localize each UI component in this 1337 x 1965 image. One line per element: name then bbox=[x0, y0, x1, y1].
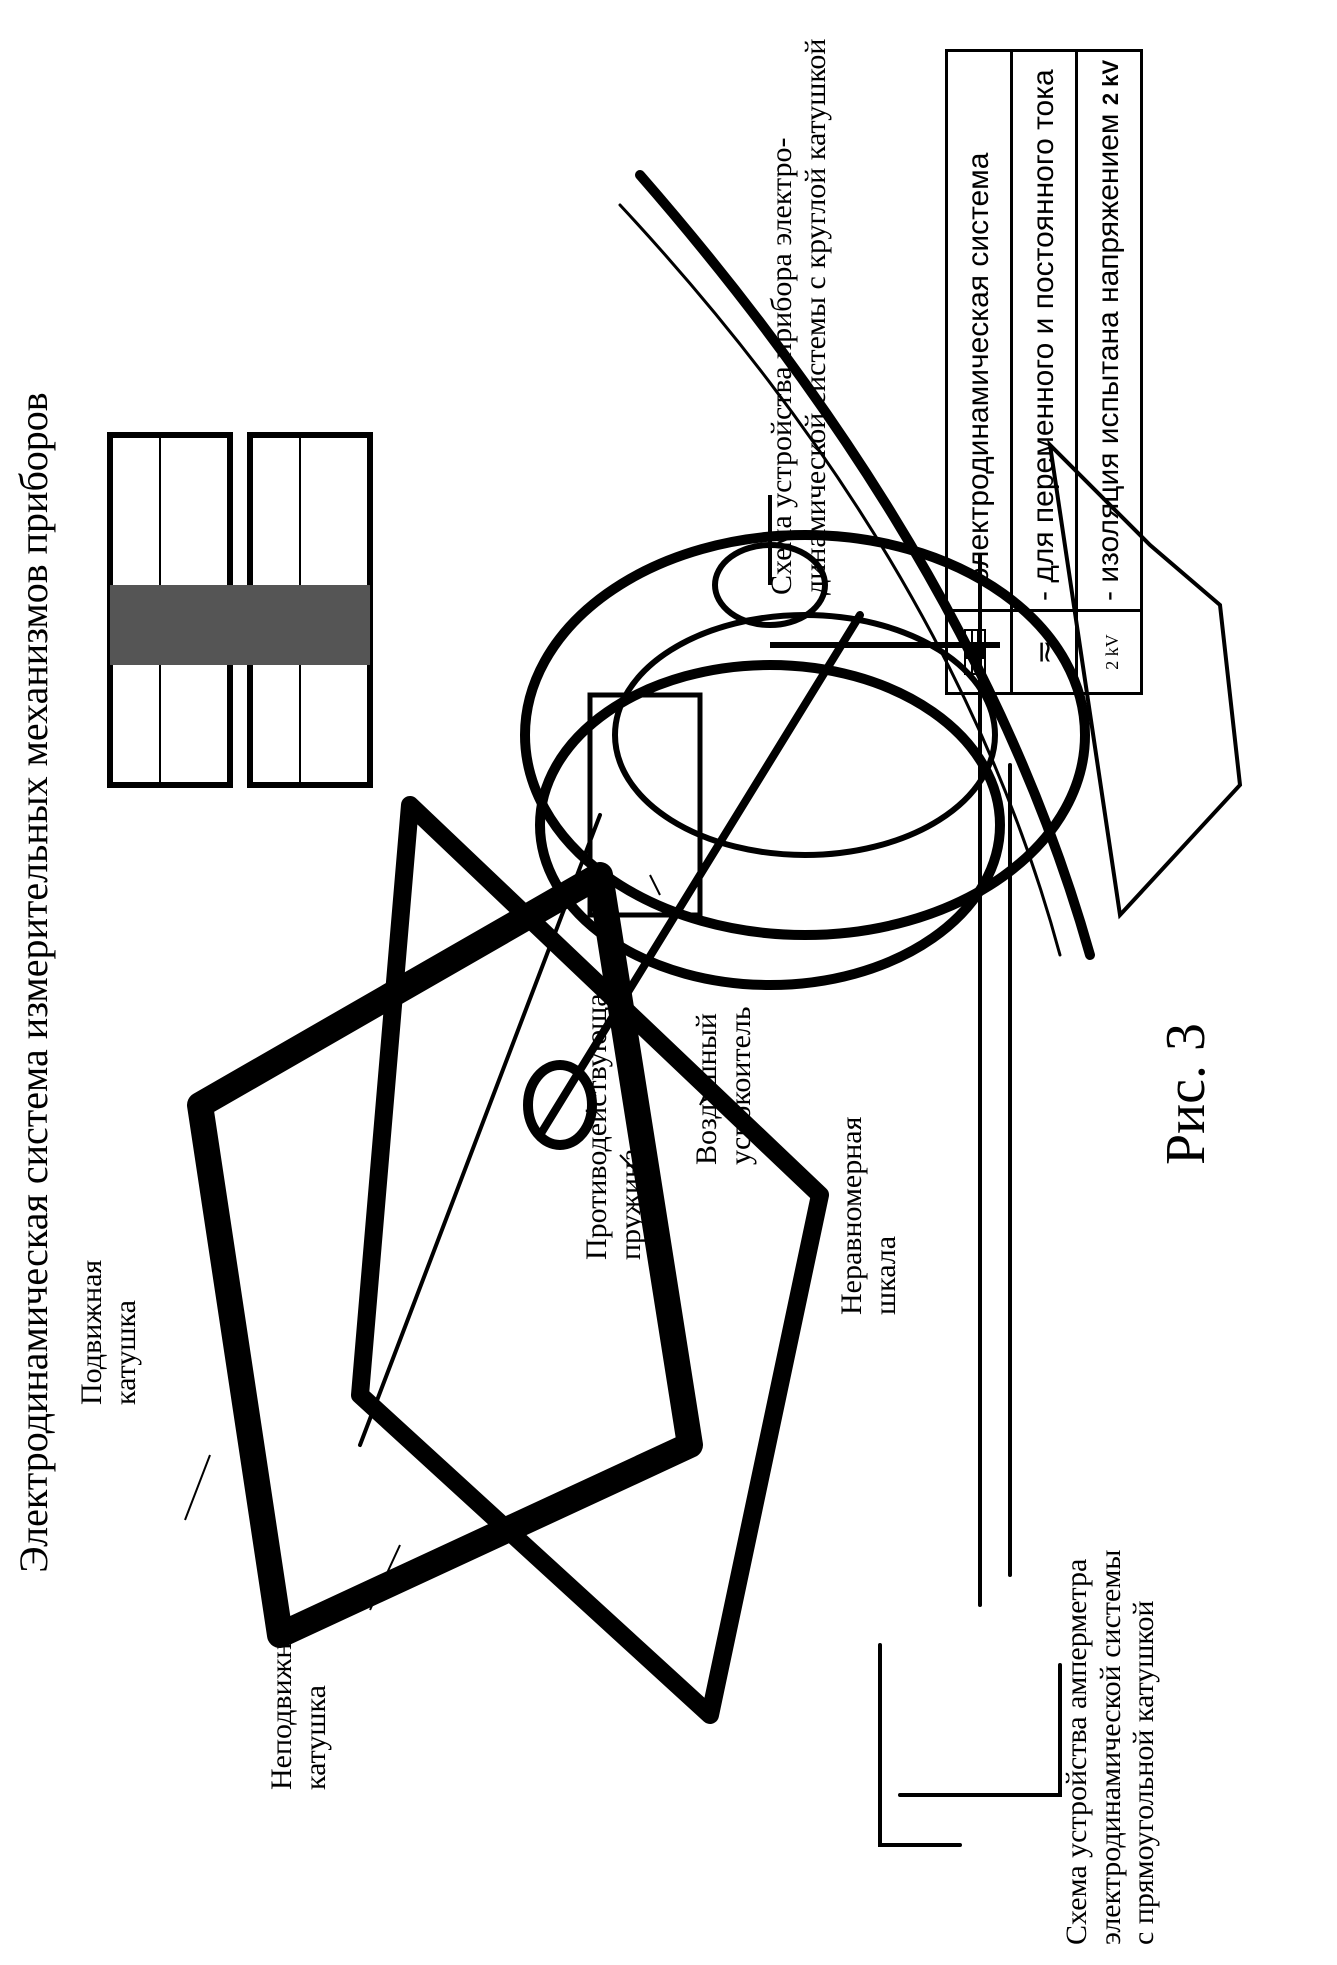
fixed-coil-label bbox=[265, 1615, 332, 1790]
figure-number: Рис. 3 bbox=[1155, 1023, 1217, 1165]
rect-device-caption-line-2: электродинамической системы bbox=[1093, 1549, 1127, 1945]
air-damper-label bbox=[690, 1006, 757, 1165]
insulation-symbol-text: 2 kV bbox=[1102, 634, 1122, 670]
legend-text: - для переменного и постоянного тока bbox=[1012, 50, 1077, 610]
rect-device-caption-line-1: Схема устройства амперметра bbox=[1060, 1558, 1093, 1945]
legend-row bbox=[947, 50, 1012, 693]
legend-text: - электродинамическая система bbox=[947, 50, 1012, 610]
legend-row bbox=[1077, 50, 1142, 693]
air-damper-label-line-1: Воздушный bbox=[690, 1013, 723, 1165]
legend-text: - изоляция испытана напряжением bbox=[1092, 113, 1125, 601]
air-damper-label-line-2: успокоитель bbox=[723, 1006, 757, 1165]
nonuniform-scale-label bbox=[835, 1117, 902, 1315]
coil-symbol-icon bbox=[947, 611, 1012, 694]
twin-coil-drawing bbox=[110, 435, 370, 785]
page-title: Электродинамическая система измерительных механизмов приборов bbox=[11, 392, 56, 1573]
round-device-caption bbox=[765, 39, 832, 595]
movable-coil-label bbox=[75, 1260, 142, 1405]
legend-text-row bbox=[1077, 50, 1142, 610]
movable-coil-label-line-2: катушка bbox=[108, 1300, 142, 1405]
rect-device-caption-line-3: с прямоугольной катушкой bbox=[1127, 1600, 1161, 1945]
insulation-test-symbol-icon bbox=[1077, 611, 1142, 694]
round-device-caption-line-1: Схема устройства прибора электро- bbox=[765, 137, 798, 595]
legend-voltage: 2 kV bbox=[1098, 59, 1123, 106]
rect-device-caption bbox=[1060, 1550, 1161, 1945]
nonuniform-scale-label-line-2: шкала bbox=[868, 1235, 902, 1315]
counter-spring-label-line-1: Противодействующая bbox=[580, 979, 613, 1260]
counter-spring-label bbox=[580, 980, 647, 1260]
nonuniform-scale-label-line-1: Неравномерная bbox=[835, 1116, 868, 1315]
legend-row bbox=[1012, 50, 1077, 693]
coil-symbol-graphic bbox=[960, 627, 990, 677]
fixed-coil-label-line-1: Неподвижная bbox=[265, 1615, 298, 1790]
ac-dc-symbol-icon: ≂ bbox=[1012, 611, 1077, 694]
movable-coil-label-line-1: Подвижная bbox=[75, 1259, 108, 1405]
symbol-legend-table bbox=[945, 49, 1143, 695]
round-device-caption-line-2: динамической системы с круглой катушкой bbox=[798, 38, 832, 595]
fixed-coil-label-line-2: катушка bbox=[298, 1685, 332, 1790]
counter-spring-label-line-2: пружина bbox=[613, 1148, 647, 1260]
